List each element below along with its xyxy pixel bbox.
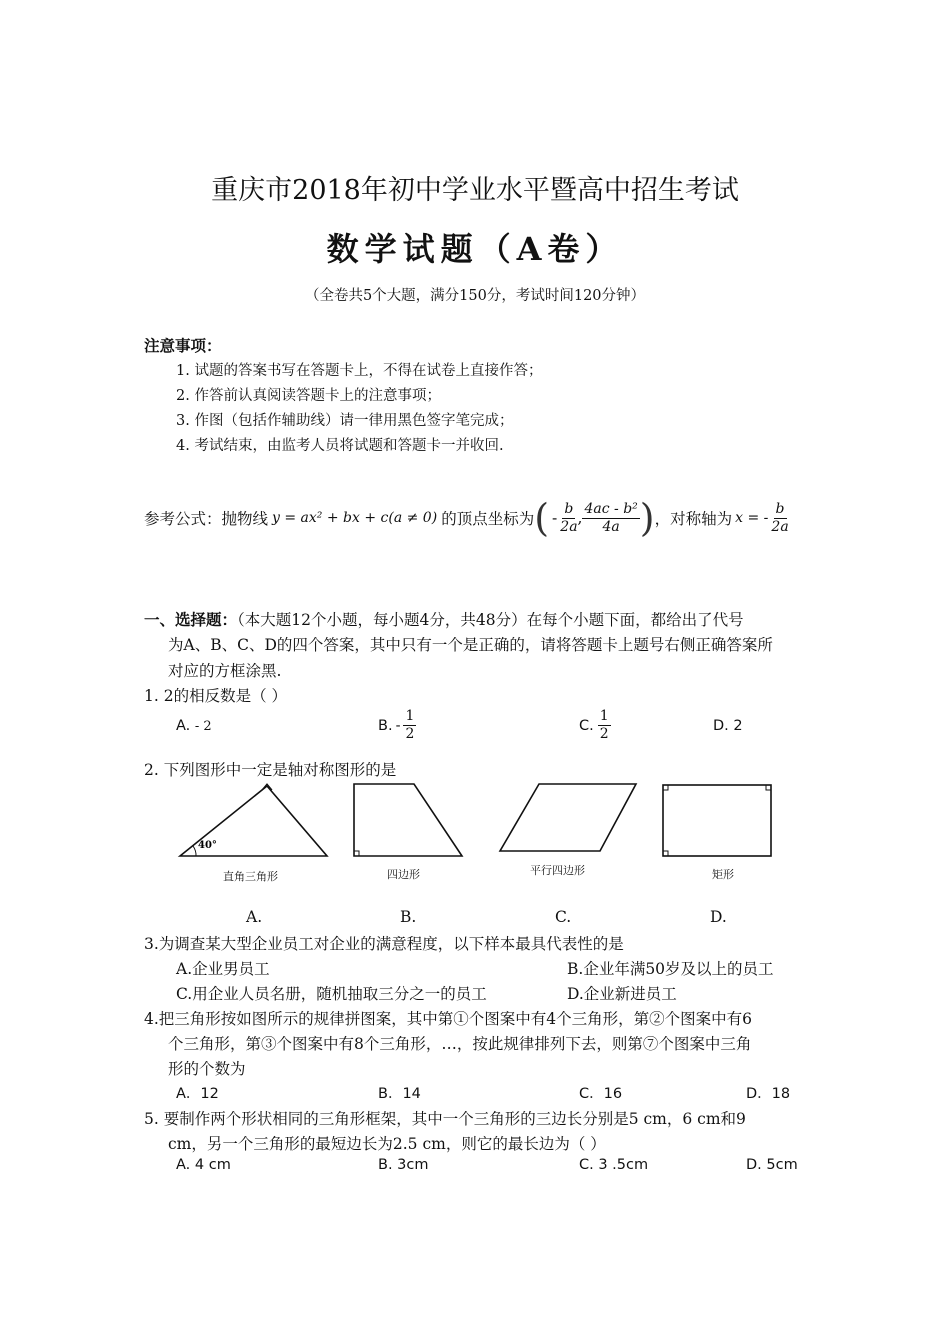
notice-heading: 注意事项： (144, 336, 222, 355)
option-value: - 2 (194, 719, 212, 734)
q1-option-d: D. 2 (713, 718, 743, 734)
fraction-numerator: 1 (405, 708, 415, 724)
q4-stem-line-1: 4.把三角形按如图所示的规律拼图案，其中第①个图案中有4个三角形，第②个图案中有6 (144, 1010, 753, 1028)
right-triangle-figure (180, 784, 327, 856)
notice-item-3: 3. 作图（包括作辅助线）请一律用黑色签字笔完成； (176, 413, 514, 429)
parabola-equation: y = ax² + bx + c(a ≠ 0) (272, 510, 438, 526)
q1-option-b (378, 708, 416, 743)
q5-stem-line-2: cm，另一个三角形的最短边长为2.5 cm，则它的最长边为（ ） (168, 1135, 606, 1153)
option-letter: C. (579, 717, 594, 734)
fraction-numerator: 4ac - b² (584, 500, 638, 517)
q2-option-c: C. (555, 908, 572, 926)
section-intro-line-2: 为A、B、C、D的四个答案，其中只有一个是正确的，请将答题卡上题号右侧正确答案所 (168, 636, 773, 654)
fraction-numerator: b (775, 500, 785, 517)
angle-label: 40° (198, 840, 217, 851)
option-letter: A. (176, 718, 191, 734)
fraction-denominator: 2a (560, 518, 578, 535)
minus-sign: - (552, 509, 558, 527)
q1-option-a (176, 718, 212, 734)
q1-stem: 1. 2的相反数是（ ） (144, 687, 288, 705)
fraction-denominator: 2a (771, 518, 789, 535)
option-letter: B. (378, 717, 393, 734)
axis-text: ，对称轴为 (654, 510, 733, 528)
fraction-numerator: 1 (599, 708, 609, 724)
fig-label-quadrilateral: 四边形 (387, 868, 420, 881)
q1-option-c (579, 708, 611, 743)
q2-option-b: B. (400, 908, 417, 926)
q2-option-a: A. (246, 908, 263, 926)
vertex-text: 的顶点坐标为 (441, 510, 535, 528)
vertex-y-fraction (582, 501, 639, 536)
exam-info: （全卷共5个大题，满分150分，考试时间120分钟） (304, 288, 646, 304)
exam-title: 重庆市2018年初中学业水平暨高中招生考试 (211, 175, 739, 206)
vertex-x-fraction (560, 501, 577, 536)
axis-equation: x = - (735, 510, 769, 526)
formula-lead: 参考公式：抛物线 (144, 510, 269, 528)
q3-option-c: C.用企业人员名册，随机抽取三分之一的员工 (176, 985, 487, 1003)
paper-subject: 数学试题（A卷） (326, 230, 624, 268)
q2-option-d: D. (710, 908, 727, 926)
fig-label-rectangle: 矩形 (712, 868, 734, 881)
section-intro-text: （本大题12个小题，每小题4分，共48分）在每个小题下面，都给出了代号 (237, 611, 744, 629)
section-heading: 一、选择题： (144, 610, 238, 629)
q5-option-b: B. 3cm (378, 1157, 429, 1173)
q5-option-a: A. 4 cm (176, 1157, 231, 1173)
q5-stem-line-1: 5. 要制作两个形状相同的三角形框架，其中一个三角形的三边长分别是5 cm，6 cm和9 (144, 1110, 746, 1128)
fraction-denominator: 2 (599, 726, 609, 742)
q4-option-b: B．14 (378, 1086, 421, 1102)
fraction-denominator: 2 (405, 726, 415, 742)
rectangle-figure (663, 785, 771, 856)
q4-stem-line-2: 个三角形，第③个图案中有8个三角形，…，按此规律排列下去，则第⑦个图案中三角 (168, 1035, 752, 1053)
q2-stem: 2. 下列图形中一定是轴对称图形的是 (144, 761, 397, 779)
notice-item-2: 2. 作答前认真阅读答题卡上的注意事项； (176, 388, 441, 404)
comma: , (577, 509, 583, 527)
notice-item-4: 4. 考试结束，由监考人员将试题和答题卡一并收回. (176, 438, 504, 454)
section-intro-line-3: 对应的方框涂黑. (168, 662, 282, 680)
q4-stem-line-3: 形的个数为 (168, 1060, 246, 1078)
notice-item-1: 1. 试题的答案书写在答题卡上，不得在试卷上直接作答； (176, 363, 543, 379)
q4-option-c: C．16 (579, 1086, 623, 1102)
fraction-one-half (403, 708, 416, 743)
minus-sign: - (395, 717, 401, 734)
reference-formula (144, 492, 789, 544)
fig-label-parallelogram: 平行四边形 (530, 864, 585, 877)
fraction-denominator: 4a (602, 518, 620, 535)
parallelogram-figure (500, 784, 636, 851)
axis-fraction (771, 501, 788, 536)
quadrilateral-figure (354, 784, 462, 856)
q5-option-c: C. 3 .5cm (579, 1157, 649, 1173)
fraction-one-half (598, 708, 611, 743)
q3-stem: 3.为调查某大型企业员工对企业的满意程度，以下样本最具代表性的是 (144, 935, 624, 953)
fraction-numerator: b (564, 500, 574, 517)
q2-figures (170, 778, 790, 858)
q5-option-d: D. 5cm (746, 1157, 798, 1173)
fig-label-right-triangle: 直角三角形 (223, 870, 278, 883)
q3-option-a: A.企业男员工 (176, 960, 270, 978)
right-paren: ) (639, 496, 655, 540)
q3-option-b: B.企业年满50岁及以上的员工 (567, 960, 774, 978)
q4-option-d: D．18 (746, 1086, 791, 1102)
q4-option-a: A．12 (176, 1086, 219, 1102)
q3-option-d: D.企业新进员工 (567, 985, 677, 1003)
section-intro-line-1 (144, 608, 744, 630)
left-paren: ( (534, 496, 550, 540)
